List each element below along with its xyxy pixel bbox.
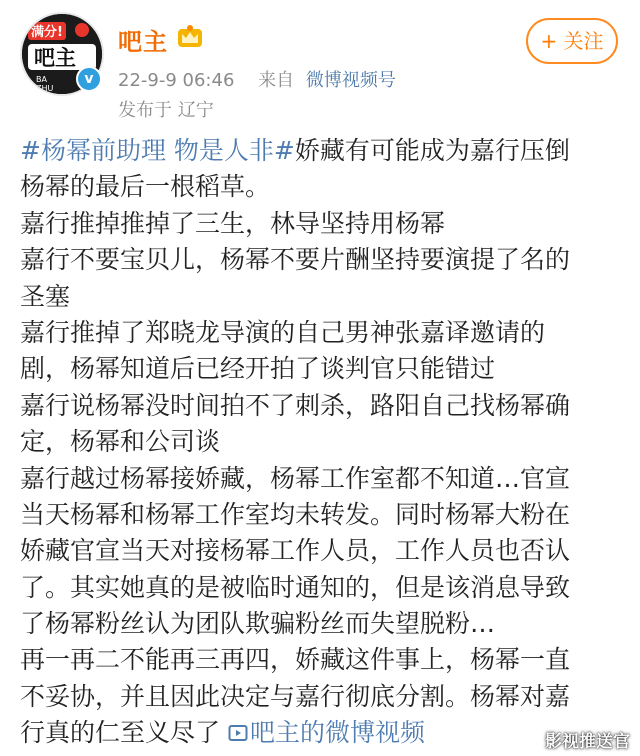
crown-icon bbox=[176, 23, 204, 49]
watermark: 影视推送官 bbox=[545, 732, 630, 752]
source-link[interactable]: 微博视频号 bbox=[305, 70, 396, 91]
avatar-text-ba: BA bbox=[36, 75, 47, 84]
post-line: 圣塞 bbox=[20, 281, 71, 311]
post-line: 定，杨幂和公司谈 bbox=[20, 427, 221, 457]
post-text: 娇藏有可能成为嘉行压倒 bbox=[294, 136, 570, 165]
username[interactable]: 吧主 bbox=[118, 28, 168, 56]
post-line: 了。其实她真的是被临时通知的，但是该消息导致 bbox=[20, 572, 571, 602]
post-line: 嘉行越过杨幂接娇藏，杨幂工作室都不知道…官宣 bbox=[20, 463, 571, 493]
post-line: 嘉行推掉了郑晓龙导演的自己男神张嘉译邀请的 bbox=[20, 317, 546, 347]
post-line: 嘉行不要宝贝儿，杨幂不要片酬坚持要演提了名的 bbox=[20, 245, 571, 275]
post-line: 不妥协，并且因此决定与嘉行彻底分割。杨幂对嘉 bbox=[20, 681, 571, 711]
post-line: 娇藏官宣当天对接杨幂工作人员，工作人员也否认 bbox=[20, 536, 571, 566]
avatar-text-zhu: ZHU bbox=[36, 84, 54, 93]
post-line: 了杨幂粉丝认为团队欺骗粉丝而失望脱粉… bbox=[20, 609, 496, 639]
follow-button[interactable]: + 关注 bbox=[526, 18, 618, 64]
post-text: 行真的仁至义尽了 bbox=[20, 718, 228, 748]
video-link[interactable] bbox=[228, 718, 425, 747]
avatar-text-main: 吧主 bbox=[34, 46, 76, 70]
post-line bbox=[20, 715, 624, 751]
post-line: 杨幂的最后一根稻草。 bbox=[20, 172, 271, 202]
post-meta bbox=[118, 66, 396, 92]
post-line: 嘉行推掉推掉了三生，林导坚持用杨幂 bbox=[20, 208, 446, 238]
post-line: 当天杨幂和杨幂工作室均未转发。同时杨幂大粉在 bbox=[20, 499, 571, 529]
post-time: 22-9-9 06:46 bbox=[118, 70, 235, 91]
post-body bbox=[20, 133, 624, 752]
post-location: 发布于 辽宁 bbox=[118, 100, 214, 121]
video-link-label: 吧主的微博视频 bbox=[249, 718, 425, 748]
post-line: 剧，杨幂知道后已经开拍了谈判官只能错过 bbox=[20, 354, 496, 384]
video-play-icon bbox=[228, 723, 248, 743]
avatar-text-top: 满分! bbox=[31, 25, 63, 40]
post-line: 嘉行说杨幂没时间拍不了刺杀，路阳自己找杨幂确 bbox=[20, 390, 571, 420]
source-label: 来自 bbox=[258, 70, 295, 91]
post-line: 再一再二不能再三再四，娇藏这件事上，杨幂一直 bbox=[20, 645, 571, 675]
post-header bbox=[0, 0, 640, 130]
post-line bbox=[20, 133, 624, 169]
hashtag-link[interactable]: #杨幂前助理 物是人非# bbox=[20, 136, 295, 165]
verified-badge-icon: v bbox=[76, 66, 102, 92]
